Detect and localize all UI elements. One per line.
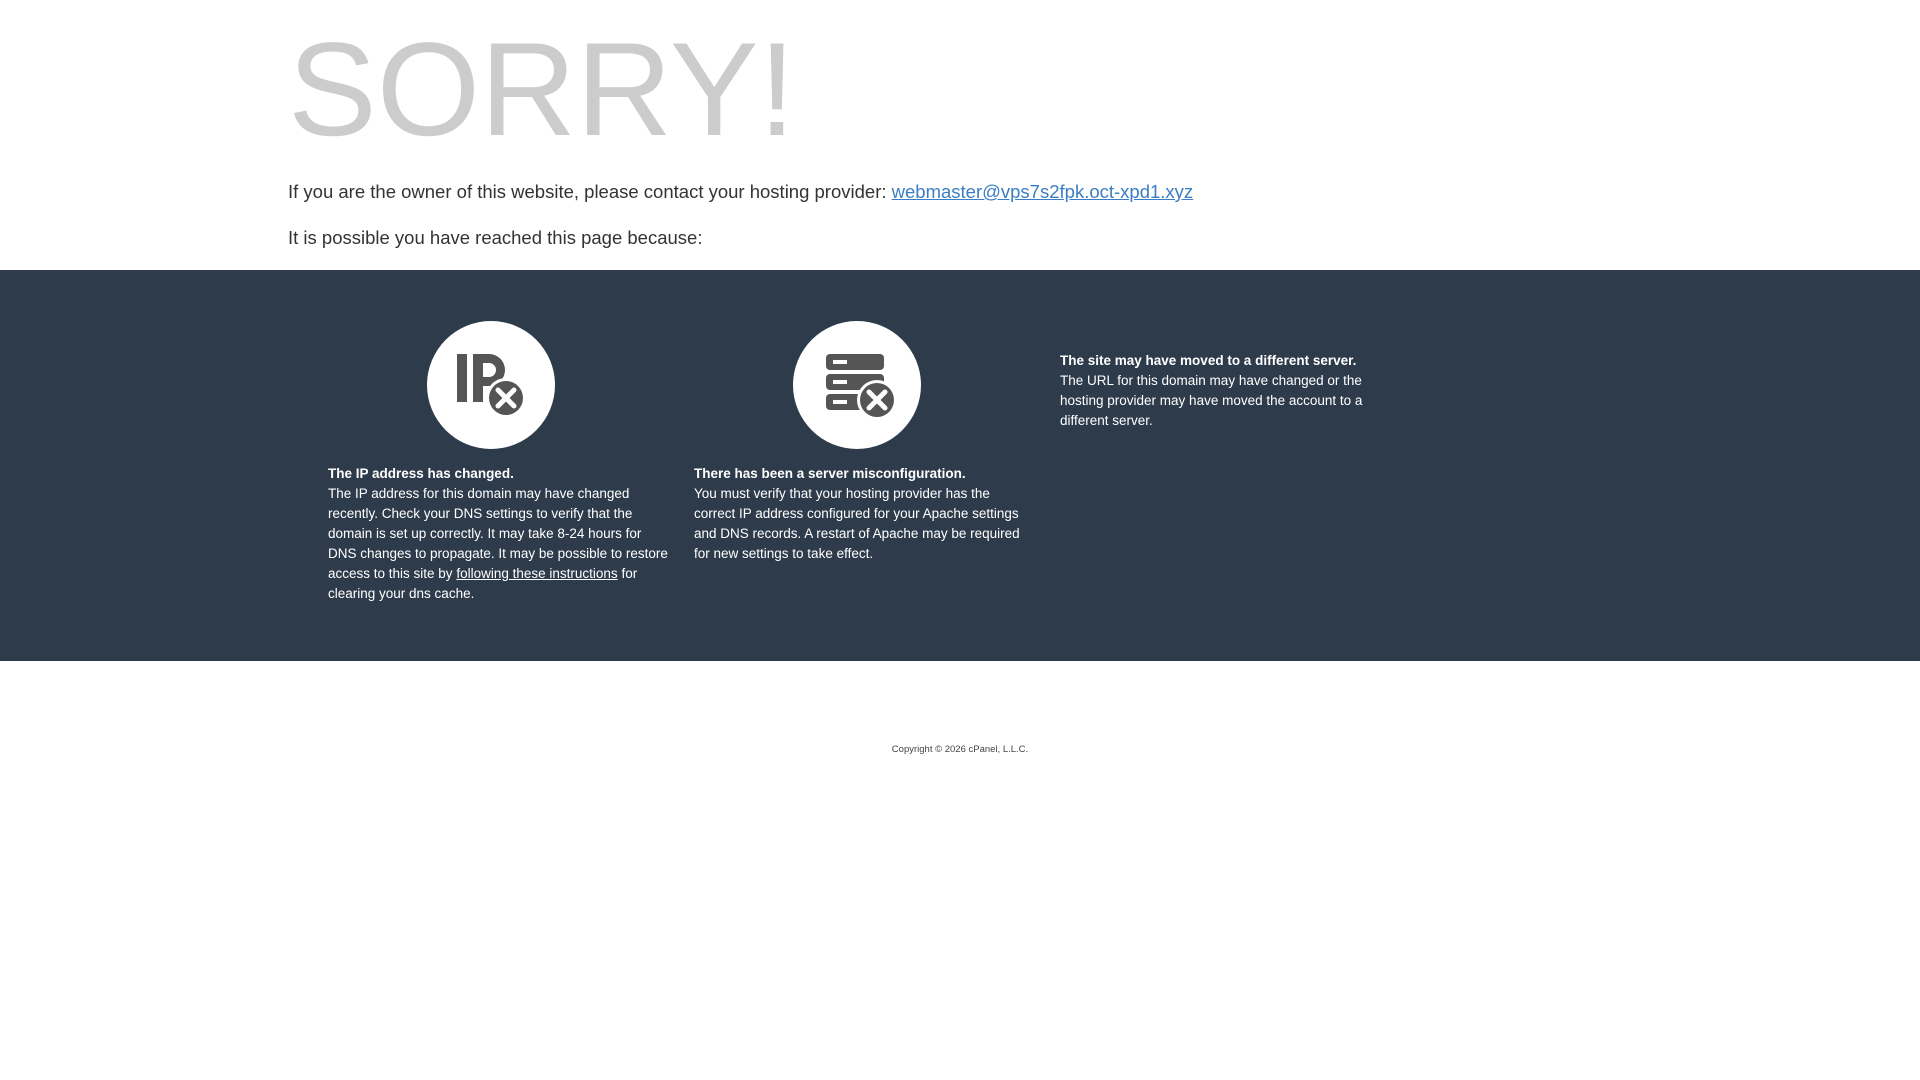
owner-contact-line	[288, 180, 1193, 204]
reason-server-misconfiguration	[694, 464, 1024, 564]
reason-body-text-end: for clearing your dns cache.	[328, 566, 638, 601]
reason-heading: There has been a server misconfiguration.	[694, 466, 966, 481]
page-title: SORRY!	[288, 16, 796, 164]
dns-cache-instructions-link[interactable]: following these instructions	[456, 566, 618, 581]
reason-ip-changed	[328, 464, 668, 604]
reason-body: The URL for this domain may have changed or the hosting provider may have moved the account to a different server.	[1060, 373, 1363, 428]
page-header	[0, 0, 1920, 270]
ip-error-icon	[427, 321, 555, 449]
owner-contact-text: If you are the owner of this website, please contact your hosting provider:	[288, 181, 887, 202]
reason-body	[328, 484, 668, 604]
reason-site-moved	[1060, 351, 1390, 431]
reason-body-text: The IP address for this domain may have changed recently. Check your DNS settings to verify that the domain is set up correctly. It may take 8-24 hours for DNS changes to propagate. It may be possible to restore access to this site by	[328, 486, 668, 581]
server-error-icon	[793, 321, 921, 449]
reason-heading: The IP address has changed.	[328, 466, 514, 481]
copyright-footer: Copyright © 2026 cPanel, L.L.C.	[891, 744, 1029, 755]
reason-intro: It is possible you have reached this page because:	[288, 227, 703, 248]
hosting-provider-email-link[interactable]: webmaster@vps7s2fpk.oct-xpd1.xyz	[891, 181, 1194, 202]
reason-heading: The site may have moved to a different server.	[1060, 353, 1357, 368]
reason-body: You must verify that your hosting provider has the correct IP address configured for your Apache settings and DNS records. A restart of Apache may be required for new settings to take effect.	[694, 486, 1020, 561]
